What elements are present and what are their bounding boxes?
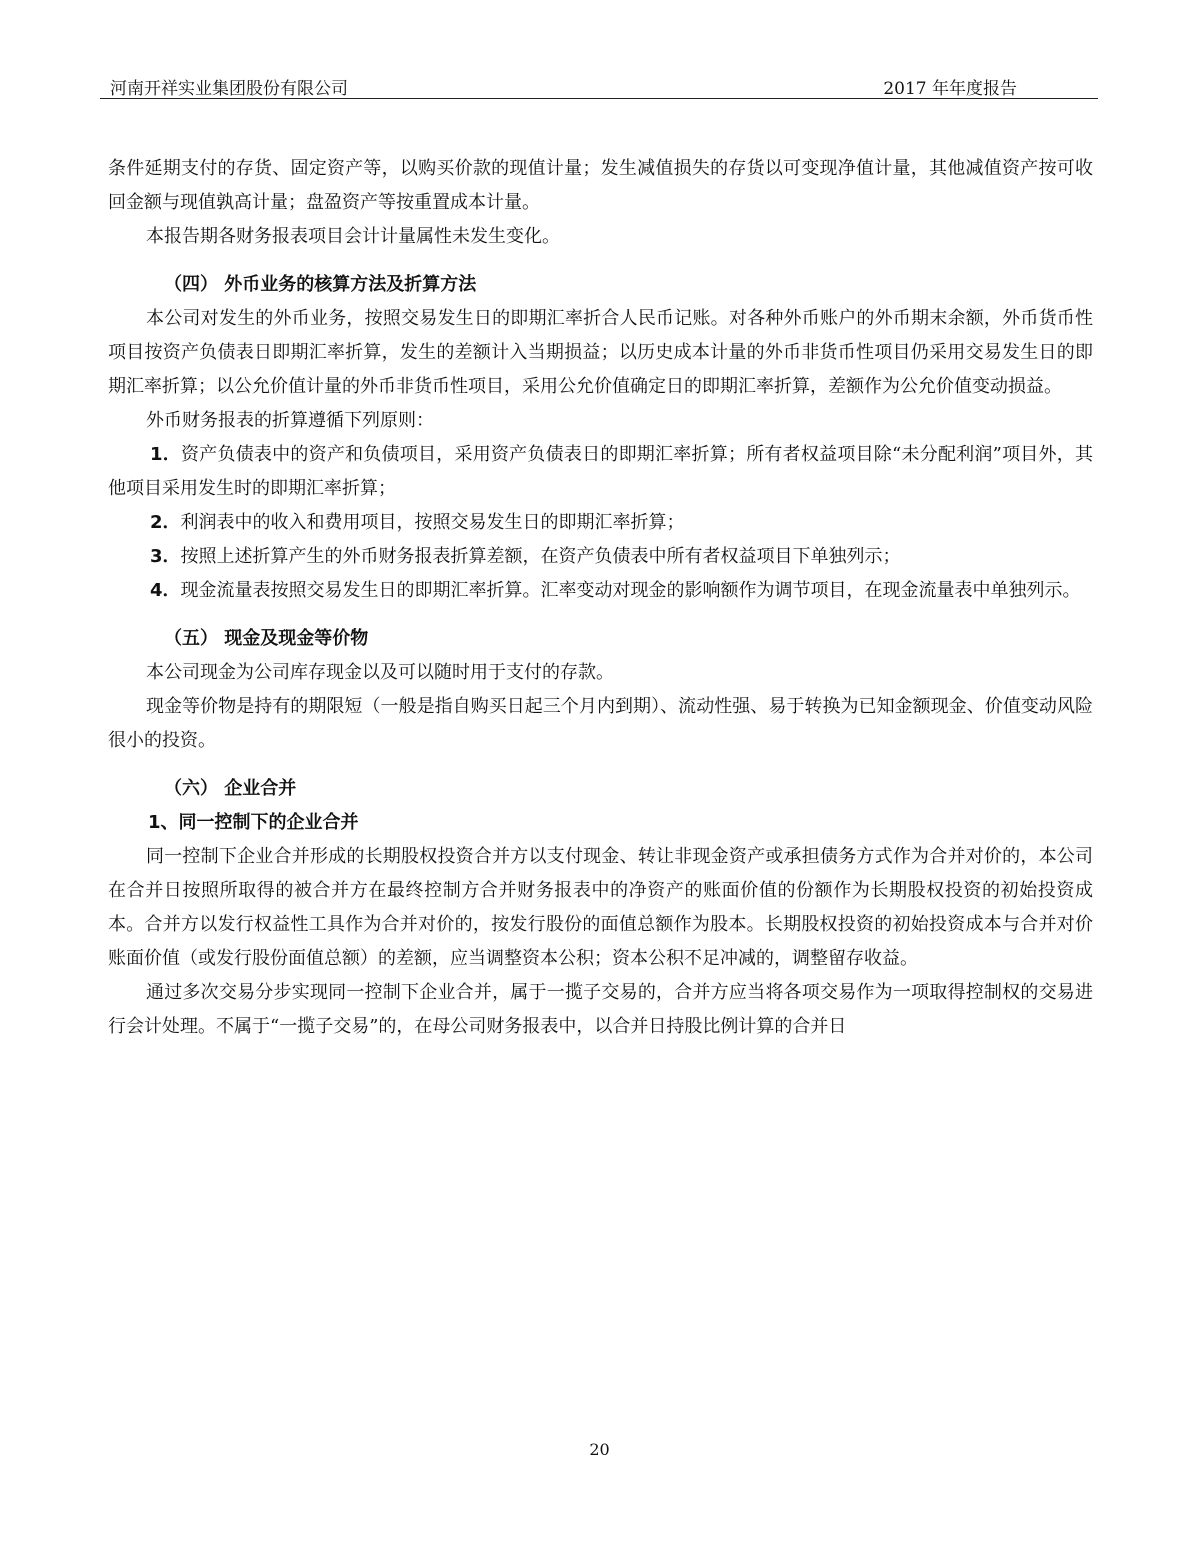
section-heading-4: （四） 外币业务的核算方法及折算方法	[164, 274, 477, 295]
list-item: 4．现金流量表按照交易发生日的即期汇率折算。汇率变动对现金的影响额作为调节项目，在现金流量表中单独列示。	[150, 580, 1081, 601]
section-heading-6: （六） 企业合并	[164, 778, 297, 799]
list-item: 1．资产负债表中的资产和负债项目，采用资产负债表日的即期汇率折算；所有者权益项目除“未分配利润”项目外，其他项目采用发生时的即期汇率折算；	[108, 444, 1093, 499]
report-title: 2017 年年度报告	[883, 79, 1017, 99]
paragraph: 外币财务报表的折算遵循下列原则：	[146, 410, 434, 431]
company-name: 河南开祥实业集团股份有限公司	[110, 79, 348, 99]
paragraph: 本公司对发生的外币业务，按照交易发生日的即期汇率折合人民币记账。对各种外币账户的外币期末余额，外币货币性项目按资产负债表日即期汇率折算，发生的差额计入当期损益；以历史成本计量的外币非货币性项目仍采用交易发生日的即期汇率折算；以公允价值计量的外币非货币性项目，采用公允价值确定日的即期汇率折算，差额作为公允价值变动损益。	[108, 308, 1093, 397]
page-number: 20	[589, 1440, 610, 1459]
subsection-heading: 1、同一控制下的企业合并	[148, 812, 359, 833]
list-item: 3．按照上述折算产生的外币财务报表折算差额，在资产负债表中所有者权益项目下单独列示；	[150, 546, 901, 567]
paragraph: 条件延期支付的存货、固定资产等，以购买价款的现值计量；发生减值损失的存货以可变现净值计量，其他减值资产按可收回金额与现值孰高计量；盘盈资产等按重置成本计量。	[108, 158, 1093, 213]
document-body	[108, 152, 1093, 1044]
list-item: 2．利润表中的收入和费用项目，按照交易发生日的即期汇率折算；	[150, 512, 685, 533]
paragraph: 现金等价物是持有的期限短（一般是指自购买日起三个月内到期）、流动性强、易于转换为已知金额现金、价值变动风险很小的投资。	[108, 696, 1093, 751]
section-heading-5: （五） 现金及现金等价物	[164, 628, 369, 649]
page-header	[100, 72, 1097, 98]
paragraph: 通过多次交易分步实现同一控制下企业合并，属于一揽子交易的，合并方应当将各项交易作为一项取得控制权的交易进行会计处理。不属于“一揽子交易”的，在母公司财务报表中，以合并日持股比例计算的合并日	[108, 982, 1093, 1037]
paragraph: 本报告期各财务报表项目会计计量属性未发生变化。	[146, 226, 560, 247]
paragraph: 同一控制下企业合并形成的长期股权投资合并方以支付现金、转让非现金资产或承担债务方式作为合并对价的，本公司在合并日按照所取得的被合并方在最终控制方合并财务报表中的净资产的账面价值的份额作为长期股权投资的初始投资成本。合并方以发行权益性工具作为合并对价的，按发行股份的面值总额作为股本。长期股权投资的初始投资成本与合并对价账面价值（或发行股份面值总额）的差额，应当调整资本公积；资本公积不足冲减的，调整留存收益。	[108, 846, 1093, 969]
paragraph: 本公司现金为公司库存现金以及可以随时用于支付的存款。	[146, 662, 614, 683]
header-divider	[100, 98, 1098, 99]
